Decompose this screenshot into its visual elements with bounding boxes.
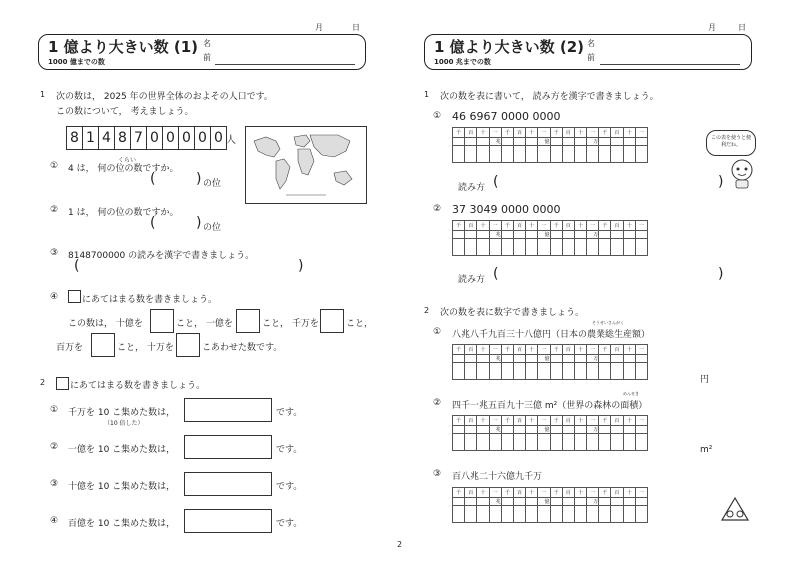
digit-cell[interactable] (623, 506, 635, 523)
answer-box-senman[interactable] (320, 309, 344, 333)
header-cell: 千 (501, 488, 513, 498)
digit: 0 (147, 127, 163, 149)
digit: 8 (115, 127, 131, 149)
header-cell: 一 (538, 128, 550, 138)
r-q2-item2-text: 四千一兆五百九十三億 m²（世界の森林の面積） (452, 401, 648, 411)
unit-cho: 兆 (489, 231, 501, 239)
unit-man: 万 (587, 231, 599, 239)
unit-cho: 兆 (489, 498, 501, 506)
q2-item1-text: 千万を 10 こ集めた数は， (68, 408, 176, 418)
digit-cell[interactable] (526, 239, 538, 256)
q1-sub4-text: にあてはまる数を書きましょう。 (82, 295, 218, 305)
digit-cell[interactable] (465, 146, 477, 163)
unit-man: 万 (587, 138, 599, 146)
digit-cell[interactable] (587, 506, 599, 523)
speech-text: この表を使うと便利だね。 (711, 135, 752, 148)
unit-oku: 億 (538, 138, 550, 146)
header-cell: 百 (465, 128, 477, 138)
answer-box-juoku[interactable] (150, 309, 174, 333)
left-page-title: 1 億より大きい数 (1) (48, 38, 199, 56)
r-q2-item3-mark: ③ (433, 469, 442, 479)
answer-paren-open: ( (150, 215, 156, 231)
answer-box[interactable] (184, 398, 272, 422)
digit-cell[interactable] (453, 363, 465, 380)
header-cell: 一 (538, 345, 550, 355)
answer-paren-open: ( (74, 258, 80, 274)
digit-cell[interactable] (574, 239, 586, 256)
r-q2-number: 2 (424, 306, 430, 315)
digit-cell[interactable] (477, 363, 489, 380)
header-cell: 一 (538, 488, 550, 498)
date-day-label: 日 (352, 23, 360, 32)
unit-oku: 億 (538, 231, 550, 239)
header-cell: 千 (453, 128, 465, 138)
q1-sub3-mark: ③ (50, 248, 59, 258)
q1-text-line2: この数について， 考えましょう。 (56, 107, 194, 117)
header-cell: 十 (574, 221, 586, 231)
answer-box[interactable] (184, 509, 272, 533)
r-q2-item1-mark: ① (433, 327, 442, 337)
q2-item2-suffix: です。 (276, 445, 303, 455)
header-cell: 百 (465, 221, 477, 231)
q2-item3-suffix: です。 (276, 482, 303, 492)
r-q2-item3-text: 百八兆二十六億九千万 (452, 472, 543, 482)
answer-paren-close: ) (718, 174, 724, 190)
digit-cell[interactable] (453, 506, 465, 523)
answer-paren-open: ( (493, 174, 499, 190)
unit-oku: 億 (538, 498, 550, 506)
digit-cell[interactable] (587, 434, 599, 451)
digit-cell[interactable] (611, 506, 623, 523)
q1-sub3-text: 8148700000 の読みを漢字で書きましょう。 (68, 251, 255, 261)
answer-box-juman[interactable] (176, 333, 200, 357)
header-cell: 一 (635, 345, 647, 355)
digit: 0 (214, 130, 223, 146)
digit-cell[interactable] (538, 146, 550, 163)
digit-cell[interactable] (489, 506, 501, 523)
header-cell: 一 (587, 221, 599, 231)
place-value-table (452, 415, 648, 451)
header-cell: 千 (550, 221, 562, 231)
header-cell: 十 (623, 345, 635, 355)
unit-man: 万 (587, 355, 599, 363)
header-cell: 十 (526, 345, 538, 355)
header-cell: 十 (526, 416, 538, 426)
r-q1-item2-read-label: 読み方 (458, 275, 486, 285)
digit-cell[interactable] (562, 434, 574, 451)
digit-cell[interactable] (513, 434, 525, 451)
header-cell: 十 (574, 416, 586, 426)
page-number: 2 (397, 540, 403, 549)
header-cell: 百 (611, 128, 623, 138)
digit-cell[interactable] (611, 239, 623, 256)
q1-sub1-text: 4 は， 何の位の数ですか。 (68, 164, 179, 174)
digit-cell[interactable] (574, 363, 586, 380)
digit: 8 (67, 127, 83, 149)
answer-paren-open: ( (493, 266, 499, 282)
q1-sub4-line2-b: こと， 十万を (117, 343, 174, 353)
population-digits (66, 126, 227, 150)
digit-cell[interactable] (538, 434, 550, 451)
q2-number: 2 (40, 378, 46, 387)
digit-cell[interactable] (611, 146, 623, 163)
header-cell: 一 (635, 221, 647, 231)
date-day-label: 日 (738, 23, 746, 32)
unit-cho: 兆 (489, 355, 501, 363)
header-cell: 千 (599, 416, 611, 426)
q2-item1-note: （10 倍した） (104, 420, 144, 427)
speech-bubble (706, 130, 756, 156)
header-cell: 一 (587, 345, 599, 355)
digit-cell[interactable] (587, 363, 599, 380)
digit-cell[interactable] (489, 239, 501, 256)
fill-in-square-icon (56, 377, 69, 390)
digit-cell[interactable] (599, 506, 611, 523)
digit-cell[interactable] (635, 363, 647, 380)
header-cell: 千 (550, 488, 562, 498)
header-cell: 十 (477, 221, 489, 231)
unit-oku: 億 (538, 426, 550, 434)
q1-sub2-suffix: の位 (203, 223, 222, 233)
q1-sub4-line1-b: こと， 一億を (176, 319, 233, 329)
answer-paren-close: ) (718, 266, 724, 282)
header-cell: 千 (501, 345, 513, 355)
digit-cell[interactable] (477, 434, 489, 451)
world-map-image (245, 126, 367, 204)
q1-sub2-text: 1 は， 何の位の数ですか。 (68, 208, 179, 218)
digit-cell[interactable] (538, 239, 550, 256)
header-cell: 十 (477, 345, 489, 355)
header-cell: 百 (465, 488, 477, 498)
header-cell: 千 (501, 128, 513, 138)
digit-cell[interactable] (562, 506, 574, 523)
header-cell: 十 (623, 488, 635, 498)
digit-cell[interactable] (513, 146, 525, 163)
header-cell: 十 (526, 128, 538, 138)
place-value-table (452, 487, 648, 523)
digit-cell[interactable] (599, 434, 611, 451)
digit-cell[interactable] (587, 239, 599, 256)
header-cell: 百 (562, 221, 574, 231)
r-q2-item2-mark: ② (433, 398, 442, 408)
answer-box[interactable] (184, 435, 272, 459)
digit-cell[interactable] (623, 363, 635, 380)
r-q2-item1-unit: 円 (700, 375, 710, 385)
header-cell: 百 (513, 128, 525, 138)
r-q2-item2-unit: m² (700, 445, 713, 455)
fill-in-square-icon (68, 290, 81, 303)
digit-cell[interactable] (611, 363, 623, 380)
world-map-icon (246, 127, 366, 203)
unit-oku: 億 (538, 355, 550, 363)
header-cell: 一 (538, 221, 550, 231)
header-cell: 十 (623, 128, 635, 138)
digit-cell[interactable] (550, 506, 562, 523)
digit-cell[interactable] (465, 239, 477, 256)
header-cell: 十 (623, 221, 635, 231)
q1-sub4-line2-a: 百万を (56, 343, 84, 353)
digit-cell[interactable] (599, 146, 611, 163)
digit-cell[interactable] (550, 239, 562, 256)
name-field[interactable] (600, 64, 740, 65)
q1-sub1-ruby: くらい (118, 157, 137, 164)
digit-cell[interactable] (526, 434, 538, 451)
header-cell: 百 (513, 221, 525, 231)
r-q1-item2-value: 37 3049 0000 0000 (452, 203, 561, 216)
digit-cell[interactable] (513, 239, 525, 256)
header-cell: 千 (453, 221, 465, 231)
header-cell: 十 (623, 416, 635, 426)
digit-cell[interactable] (501, 434, 513, 451)
digit-cell[interactable] (453, 239, 465, 256)
digit: 0 (179, 127, 195, 149)
q1-sub1-suffix: の位 (203, 179, 222, 189)
q2-item4-mark: ④ (50, 516, 59, 526)
header-cell: 百 (611, 221, 623, 231)
digit-cell[interactable] (501, 363, 513, 380)
digit-cell[interactable] (635, 434, 647, 451)
answer-box[interactable] (184, 472, 272, 496)
header-cell: 千 (599, 128, 611, 138)
name-field[interactable] (215, 64, 355, 65)
q1-number: 1 (40, 90, 46, 99)
header-cell: 十 (574, 128, 586, 138)
digit-cell[interactable] (453, 434, 465, 451)
digit-cell[interactable] (599, 239, 611, 256)
digit-cell[interactable] (526, 146, 538, 163)
digit-cell[interactable] (489, 434, 501, 451)
digit-cell[interactable] (635, 239, 647, 256)
date-month-label: 月 (708, 23, 716, 32)
date-month-label: 月 (315, 23, 323, 32)
q2-text: にあてはまる数を書きましょう。 (70, 381, 206, 391)
header-cell: 一 (635, 416, 647, 426)
header-cell: 一 (587, 128, 599, 138)
right-page-title: 1 億より大きい数 (2) (434, 38, 585, 56)
digit-cell[interactable] (562, 146, 574, 163)
header-cell: 百 (513, 345, 525, 355)
digit-cell[interactable] (587, 146, 599, 163)
answer-paren-close: ) (196, 215, 202, 231)
r-q1-text: 次の数を表に書いて， 読み方を漢字で書きましょう。 (440, 92, 659, 102)
digit-cell[interactable] (465, 506, 477, 523)
digit-cell[interactable] (574, 434, 586, 451)
header-cell: 一 (489, 345, 501, 355)
answer-paren-open: ( (150, 171, 156, 187)
q1-sub4-line1-d: こと， (346, 319, 374, 329)
digit-cell[interactable] (501, 506, 513, 523)
digit-cell[interactable] (574, 506, 586, 523)
header-cell: 十 (574, 345, 586, 355)
header-cell: 十 (526, 488, 538, 498)
digit: 0 (195, 127, 211, 149)
q2-item1-suffix: です。 (276, 408, 303, 418)
q2-item2-text: 一億を 10 こ集めた数は， (68, 445, 176, 455)
header-cell: 一 (587, 416, 599, 426)
digit: 4 (99, 127, 115, 149)
digit-cell[interactable] (501, 239, 513, 256)
q2-item3-text: 十億を 10 こ集めた数は， (68, 482, 176, 492)
name-label-2: 前 (203, 53, 211, 62)
unit-man: 万 (587, 498, 599, 506)
mascot-character-icon (728, 158, 756, 192)
answer-paren-close: ) (196, 171, 202, 187)
header-cell: 十 (526, 221, 538, 231)
digit-cell[interactable] (526, 506, 538, 523)
header-cell: 百 (562, 416, 574, 426)
header-cell: 一 (489, 488, 501, 498)
digit-cell[interactable] (550, 363, 562, 380)
digit-cell[interactable] (465, 363, 477, 380)
place-value-table (452, 344, 648, 380)
header-cell: 千 (550, 345, 562, 355)
header-cell: 百 (611, 488, 623, 498)
header-cell: 十 (477, 416, 489, 426)
digit-cell[interactable] (489, 146, 501, 163)
q2-item4-suffix: です。 (276, 519, 303, 529)
place-value-table (452, 127, 648, 163)
header-cell: 千 (501, 416, 513, 426)
publisher-logo-icon (720, 496, 750, 524)
q1-sub4-line2-c: こあわせた数です。 (202, 343, 283, 353)
digit-cell[interactable] (501, 146, 513, 163)
r-q1-item2-mark: ② (433, 204, 442, 214)
header-cell: 百 (611, 416, 623, 426)
q1-sub2-mark: ② (50, 205, 59, 215)
digit-cell[interactable] (562, 363, 574, 380)
q2-item1-mark: ① (50, 405, 59, 415)
digit: 0 (163, 127, 179, 149)
header-cell: 一 (489, 221, 501, 231)
digit-cell[interactable] (513, 506, 525, 523)
digit-cell[interactable] (477, 146, 489, 163)
q1-text-line1: 次の数は， 2025 年の世界全体のおよその人口です。 (56, 92, 273, 102)
header-cell: 一 (489, 128, 501, 138)
digit-cell[interactable] (526, 363, 538, 380)
header-cell: 一 (587, 488, 599, 498)
header-cell: 十 (477, 128, 489, 138)
digit-cell[interactable] (599, 363, 611, 380)
q1-sub4-line1-c: こと， 千万を (262, 319, 319, 329)
header-cell: 千 (599, 345, 611, 355)
digit-cell[interactable] (477, 239, 489, 256)
header-cell: 千 (453, 416, 465, 426)
digit-cell[interactable] (489, 363, 501, 380)
r-q1-item1-value: 46 6967 0000 0000 (452, 110, 561, 123)
unit-man: 万 (587, 426, 599, 434)
answer-box-ichioku[interactable] (236, 309, 260, 333)
digit-cell[interactable] (453, 146, 465, 163)
digit: 7 (131, 127, 147, 149)
q1-sub4-mark: ④ (50, 292, 59, 302)
digit-cell[interactable] (538, 506, 550, 523)
header-cell: 一 (635, 488, 647, 498)
header-cell: 百 (465, 416, 477, 426)
header-cell: 一 (489, 416, 501, 426)
digit-cell[interactable] (550, 434, 562, 451)
q1-sub1-mark: ① (50, 161, 59, 171)
digit-cell[interactable] (574, 146, 586, 163)
digit-cell[interactable] (623, 239, 635, 256)
header-cell: 十 (477, 488, 489, 498)
header-cell: 百 (465, 345, 477, 355)
r-q1-number: 1 (424, 90, 430, 99)
header-cell: 千 (453, 345, 465, 355)
header-cell: 百 (562, 128, 574, 138)
r-q2-item2-ruby: めんせき (623, 391, 639, 396)
header-cell: 一 (538, 416, 550, 426)
digit-cell[interactable] (465, 434, 477, 451)
header-cell: 千 (599, 488, 611, 498)
left-page-subtitle: 1000 億までの数 (48, 58, 105, 66)
header-cell: 千 (550, 416, 562, 426)
r-q1-item1-mark: ① (433, 111, 442, 121)
header-cell: 一 (635, 128, 647, 138)
unit-cho: 兆 (489, 138, 501, 146)
header-cell: 百 (562, 488, 574, 498)
q2-item4-text: 百億を 10 こ集めた数は， (68, 519, 176, 529)
digit-cell[interactable] (635, 146, 647, 163)
digit-cell[interactable] (562, 239, 574, 256)
q1-sub4-line1-a: この数は， 十億を (68, 319, 143, 329)
digit-cell[interactable] (477, 506, 489, 523)
answer-box-hyakuman[interactable] (91, 333, 115, 357)
header-cell: 十 (574, 488, 586, 498)
q2-item2-mark: ② (50, 442, 59, 452)
header-cell: 百 (611, 345, 623, 355)
unit-cho: 兆 (489, 426, 501, 434)
place-value-table (452, 220, 648, 256)
name-label: 名 (203, 39, 211, 48)
digit-cell[interactable] (635, 506, 647, 523)
digit: 1 (83, 127, 99, 149)
header-cell: 千 (453, 488, 465, 498)
answer-paren-close: ) (298, 258, 304, 274)
header-cell: 千 (550, 128, 562, 138)
digit-cell[interactable] (538, 363, 550, 380)
r-q2-item1-ruby: そうせいさんがく (592, 320, 624, 325)
digit-cell[interactable] (623, 434, 635, 451)
r-q1-item1-read-label: 読み方 (458, 183, 486, 193)
q2-item3-mark: ③ (50, 479, 59, 489)
header-cell: 千 (599, 221, 611, 231)
r-q2-item1-text: 八兆八千九百三十八億円（日本の農業総生産額） (452, 330, 651, 340)
header-cell: 百 (513, 416, 525, 426)
name-label-2: 前 (587, 53, 595, 62)
digit-cell[interactable] (611, 434, 623, 451)
digits-unit: 人 (226, 135, 236, 146)
header-cell: 百 (513, 488, 525, 498)
header-cell: 百 (562, 345, 574, 355)
digit-cell[interactable] (513, 363, 525, 380)
digit-cell[interactable] (550, 146, 562, 163)
header-cell: 千 (501, 221, 513, 231)
name-label: 名 (587, 39, 595, 48)
r-q2-text: 次の数を表に数字で書きましょう。 (440, 308, 585, 318)
digit-cell[interactable] (623, 146, 635, 163)
right-page-subtitle: 1000 兆までの数 (434, 58, 491, 66)
